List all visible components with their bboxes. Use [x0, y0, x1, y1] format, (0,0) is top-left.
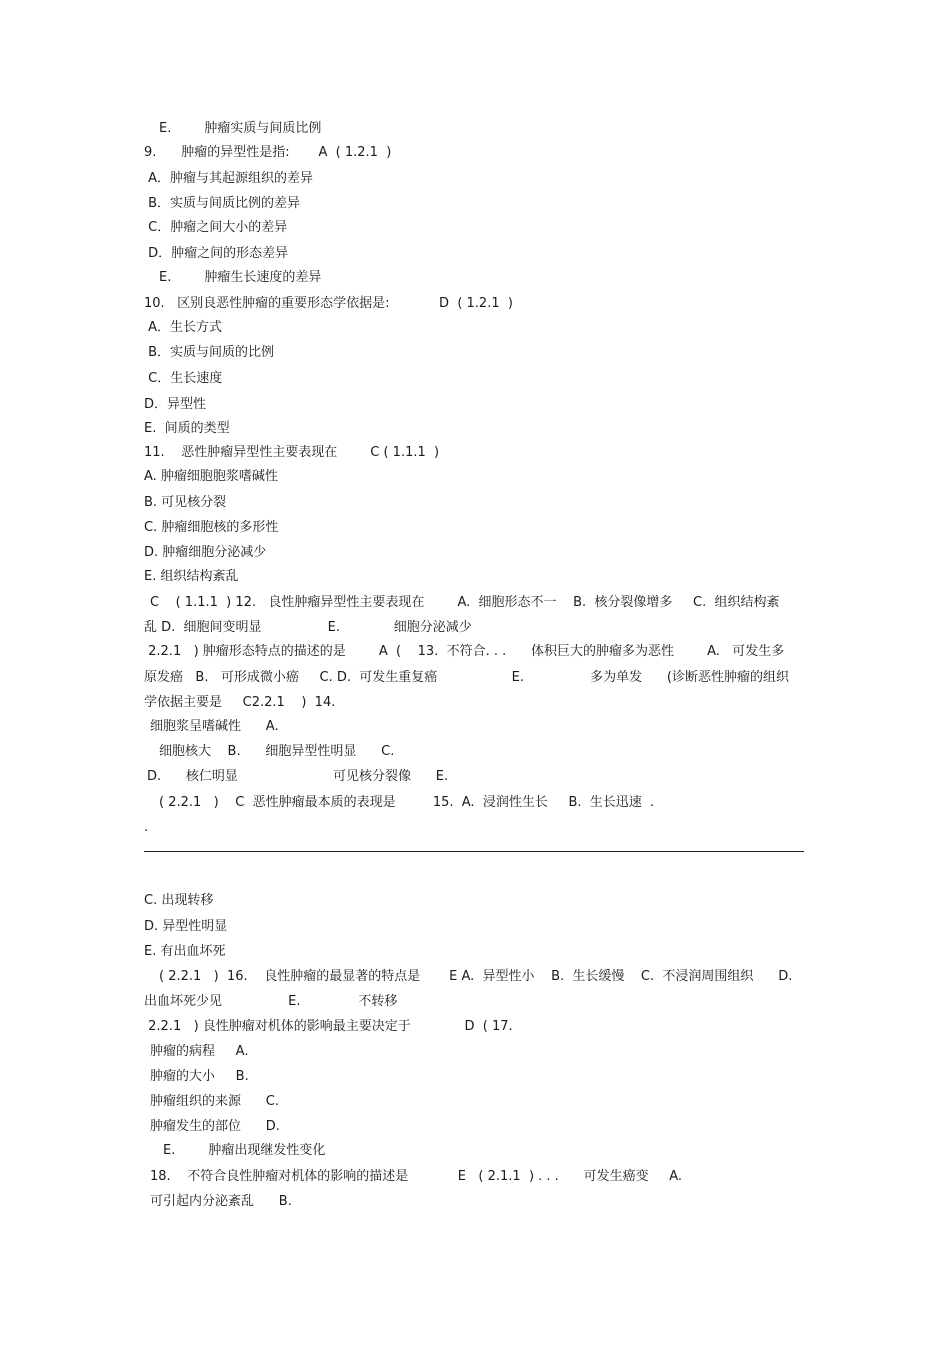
text-line: 出血坏死少见 E. 不转移	[144, 994, 398, 1009]
question-12: C ( 1.1.1 ) 12. 良性肿瘤异型性主要表现在 A. 细胞形态不一 B. 核分裂像增多 C. 组织结构紊	[150, 595, 780, 610]
option-line: C. 出现转移	[144, 893, 214, 908]
option-line: 肿瘤发生的部位 D.	[150, 1119, 280, 1134]
option-line: C. 肿瘤细胞核的多形性	[144, 520, 279, 535]
option-line: B. 可见核分裂	[144, 495, 227, 510]
option-line: E. 间质的类型	[144, 421, 230, 436]
option-line: A．肿瘤与其起源组织的差异	[144, 171, 314, 186]
option-line: 细胞浆呈嗜碱性 A.	[150, 719, 279, 734]
option-line: D. 肿瘤细胞分泌减少	[144, 545, 267, 560]
option-line: 可引起内分泌紊乱 B.	[150, 1194, 292, 1209]
option-line: E. 肿瘤生长速度的差异	[159, 270, 322, 285]
option-line: D．异型性	[144, 397, 207, 412]
option-line: B．实质与间质比例的差异	[144, 196, 301, 211]
option-line: A. 肿瘤细胞胞浆嗜碱性	[144, 469, 278, 484]
option-line: E. 肿瘤出现继发性变化	[163, 1143, 326, 1158]
option-line: D. 核仁明显 可见核分裂像 E.	[147, 769, 449, 784]
question-10: 10. 区别良恶性肿瘤的重要形态学依据是: D ( 1.2.1 )	[144, 296, 513, 311]
question-16: ( 2.2.1 ) 16. 良性肿瘤的最显著的特点是 E A. 异型性小 B. 生长缓慢 C. 不浸润周围组织 D.	[159, 969, 793, 984]
question-14: 学依据主要是 C2.2.1 ) 14.	[144, 695, 336, 710]
question-9: 9. 肿瘤的异型性是指: A ( 1.2.1 )	[144, 145, 392, 160]
option-line: 肿瘤的大小 B.	[150, 1069, 249, 1084]
option-line: B．实质与间质的比例	[144, 345, 275, 360]
question-15: ( 2.2.1 ) C 恶性肿瘤最本质的表现是 15. A. 浸润性生长 B. 生长迅速 .	[159, 795, 655, 810]
option-line: 肿瘤组织的来源 C.	[150, 1094, 280, 1109]
option-line: E. 组织结构紊乱	[144, 569, 239, 584]
question-11: 11. 恶性肿瘤异型性主要表现在 C ( 1.1.1 )	[144, 445, 440, 460]
option-line: A．生长方式	[144, 320, 223, 335]
text-line: 原发癌 B. 可形成微小癌 C. D. 可发生重复癌 E. 多为单发 (诊断恶性肿瘤的组织	[144, 670, 789, 685]
option-line: 细胞核大 B. 细胞异型性明显 C.	[159, 744, 395, 759]
option-line: E. 有出血坏死	[144, 944, 226, 959]
question-18: 18. 不符合良性肿瘤对机体的影响的描述是 E ( 2.1.1 ) . . . 可发生癌变 A.	[150, 1169, 683, 1184]
option-line: D. 异型性明显	[144, 919, 228, 934]
text-line: 乱 D. 细胞间变明显 E. 细胞分泌减少	[144, 620, 472, 635]
question-13: 2.2.1 ) 肿瘤形态特点的描述的是 A ( 13. 不符合. . . 体积巨大的肿瘤多为恶性 A. 可发生多	[144, 644, 785, 659]
question-17: 2.2.1 ) 良性肿瘤对机体的影响最主要决定于 D ( 17.	[144, 1019, 513, 1034]
page-divider	[144, 851, 804, 852]
option-line: D．肿瘤之间的形态差异	[144, 246, 289, 261]
option-line: C．肿瘤之间大小的差异	[144, 220, 288, 235]
option-line: C．生长速度	[144, 371, 223, 386]
text-line: E. 肿瘤实质与间质比例	[159, 121, 322, 136]
text-line: .	[144, 820, 149, 835]
option-line: 肿瘤的病程 A.	[150, 1044, 249, 1059]
